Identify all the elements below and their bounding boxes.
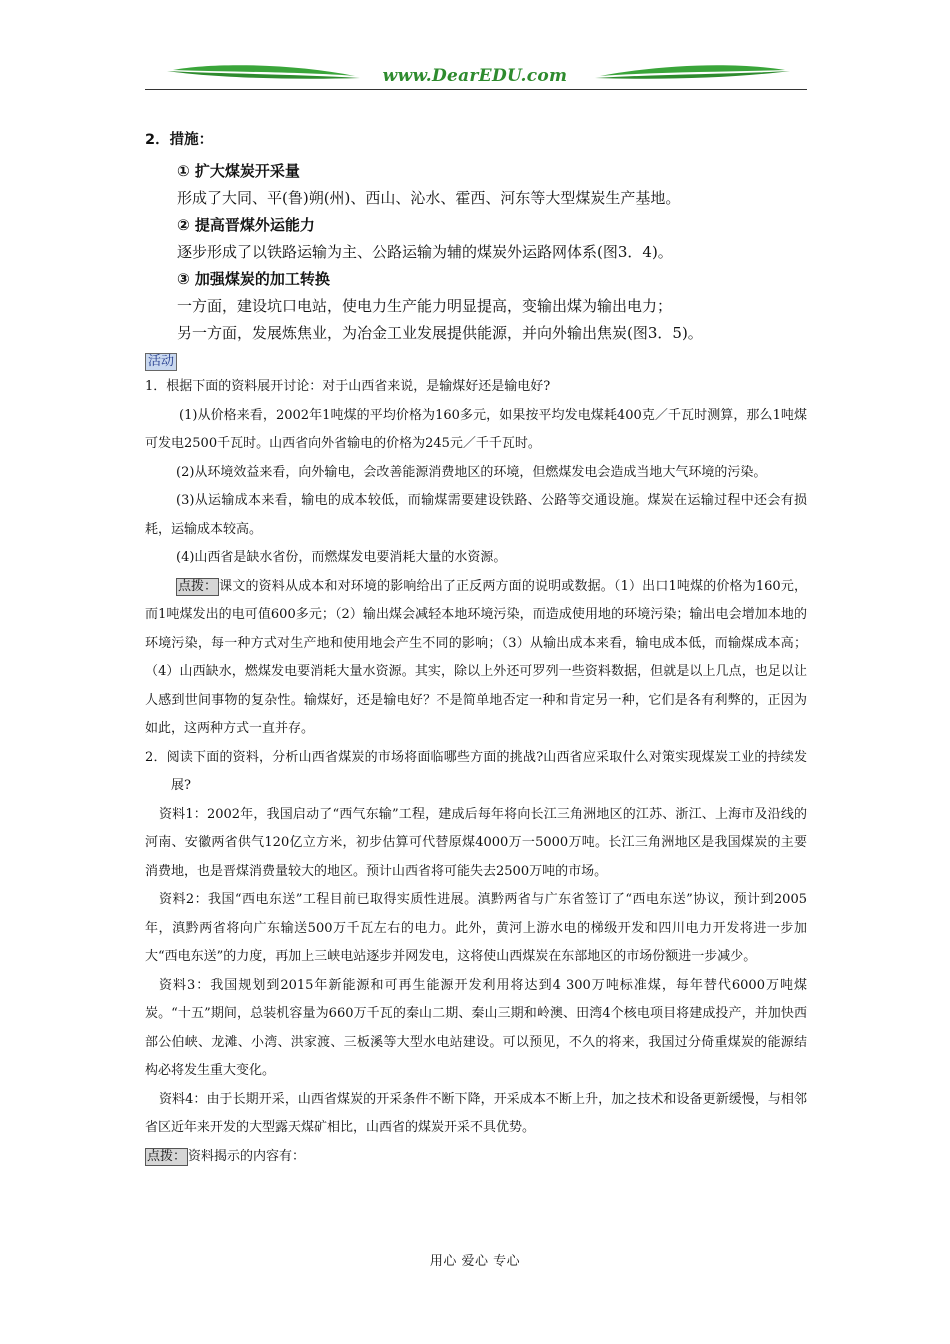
header-divider <box>145 89 807 90</box>
material-2: 资料2：我国“西电东送”工程目前已取得实质性进展。滇黔两省与广东省签订了“西电东送”协议，预计到2005年，滇黔两省将向广东输送500万千瓦左右的电力。此外，黄河上游水电的梯级开发和四川电力开发将进一步加大“西电东送”的力度，再加上三峡电站逐步并网发电，这将使山西煤炭在东部地区的市场份额进一步减少。 <box>145 892 807 964</box>
measure-body-1: 形成了大同、平(鲁)朔(州)、西山、沁水、霍西、河东等大型煤炭生产基地。 <box>177 189 681 207</box>
measure-body-2: 逐步形成了以铁路运输为主、公路运输为辅的煤炭外运路网体系(图3．4)。 <box>177 243 673 261</box>
material-p1: (1)从价格来看，2002年1吨煤的平均价格为160多元，如果按平均发电煤耗400克／千瓦时测算，那么1吨煤可发电2500千瓦时。山西省向外省输电的价格为245元／千千瓦时。 <box>145 407 807 451</box>
hint-1 <box>145 573 807 744</box>
hint-tag: 点拨： <box>178 578 218 594</box>
question-1: 1．根据下面的资料展开讨论：对于山西省来说，是输煤好还是输电好? <box>145 379 551 394</box>
document-body <box>145 128 807 1171</box>
material-p4: (4)山西省是缺水省份，而燃煤发电要消耗大量的水资源。 <box>176 550 507 565</box>
activity-tag: 活动 <box>145 353 177 371</box>
logo-text: www.DearEDU.com <box>382 66 568 86</box>
activity-section <box>145 373 807 1171</box>
material-1: 资料1：2002年，我国启动了“西气东输”工程，建成后每年将向长江三角洲地区的江苏、浙江、上海市及沿线的河南、安徽两省供气120亿立方米，初步估算可代替原煤4000万一5000万吨。长江三角洲地区是我国煤炭的主要消费地，也是晋煤消费量较大的地区。预计山西省将可能失去2500万吨的市场。 <box>145 806 807 879</box>
section-title: 2．措施： <box>145 132 214 148</box>
hint-1-text: 课文的资料从成本和对环境的影响给出了正反两方面的说明或数据。（1）出口1吨煤的价格为160元，而1吨煤发出的电可值600多元；（2）输出煤会减轻本地环境污染，而造成使用地的环境污染；输出电会增加本地的环境污染，每一种方式对生产地和使用地会产生不同的影响；（3）从输出成本来看，输电成本低，而输煤成本高；（4）山西缺水，燃煤发电要消耗大量水资源。其实，除以上外还可罗列一些资料数据，但就是以上几点，也足以让人感到世间事物的复杂性。输煤好，还是输电好？不是简单地否定一种和肯定另一种，它们是各有利弊的，正因为如此，这两种方式一直并存。 <box>145 578 807 736</box>
material-4: 资料4：由于长期开采，山西省煤炭的开采条件不断下降，开采成本不断上升，加之技术和设备更新缓慢，与相邻省区近年来开发的大型露天煤矿相比，山西省的煤炭开采不具优势。 <box>145 1091 807 1135</box>
measure-heading-1: ① 扩大煤炭开采量 <box>177 162 300 180</box>
measures-list <box>145 158 807 347</box>
material-3: 资料3：我国规划到2015年新能源和可再生能源开发利用将达到4 300万吨标准煤，每年替代6000万吨煤炭。“十五”期间，总装机容量为660万千瓦的秦山二期、秦山三期和岭澳、田湾4个核电项目将建成投产，并加快西部公伯峡、龙滩、小湾、洪家渡、三板溪等大型水电站建设。可以预见，不久的将来，我国过分倚重煤炭的能源结构必将发生重大变化。 <box>145 977 807 1078</box>
measure-heading-2: ② 提高晋煤外运能力 <box>177 216 315 234</box>
page-footer: 用心 爱心 专心 <box>429 1254 521 1269</box>
hint-tag-2: 点拨： <box>147 1148 187 1164</box>
material-p2: (2)从环境效益来看，向外输电，会改善能源消费地区的环境，但燃煤发电会造成当地大气环境的污染。 <box>176 464 767 480</box>
material-p3: (3)从运输成本来看，输电的成本较低，而输煤需要建设铁路、公路等交通设施。煤炭在运输过程中还会有损耗，运输成本较高。 <box>145 493 807 537</box>
measure-heading-3: ③ 加强煤炭的加工转换 <box>177 270 330 288</box>
hint-2 <box>145 1143 807 1172</box>
measure-body-3a: 一方面，建设坑口电站，使电力生产能力明显提高，变输出煤为输出电力； <box>177 297 673 315</box>
measure-body-3b: 另一方面，发展炼焦业，为冶金工业发展提供能源，并向外输出焦炭(图3．5)。 <box>177 324 703 342</box>
question-2: 2．阅读下面的资料，分析山西省煤炭的市场将面临哪些方面的挑战?山西省应采取什么对策实现煤炭工业的持续发展? <box>145 749 807 793</box>
hint-2-text: 资料揭示的内容有： <box>188 1148 306 1164</box>
